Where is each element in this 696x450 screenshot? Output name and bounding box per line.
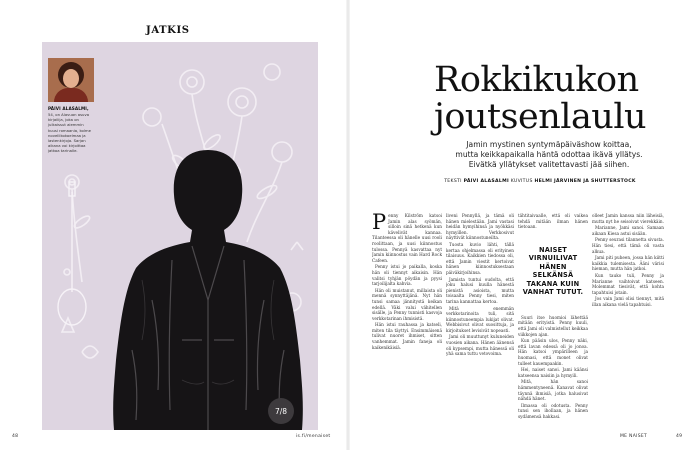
lead-line-3: Eivätkä yllätykset valitettavasti jää siihen.	[468, 160, 630, 169]
right-magazine-name: ME NAISET	[620, 434, 648, 439]
article-credits: TEKSTI PÄIVI ALASALMI KUVITUS HELMI JÄRVINEN JA SHUTTERSTOCK	[444, 179, 636, 184]
credits-author: PÄIVI ALASALMI	[463, 179, 509, 184]
author-box	[48, 58, 94, 154]
headline-line-1: Rokkikukon	[434, 60, 639, 100]
left-page-number: 48	[12, 434, 19, 439]
body-column-2: liveni Pennyllä, ja tämä oli hänen mielestään. Jami vastasi heidän hymyihinsä ja nyökkäsi hymyillen. Verkkosivut näyttivät kiinnostuneilta. Tuosta kuvio lähti, tällä kertaa ohjelmassa oli erityinen tilaisuus. Kaikkien tiedossa oli, että Jamin viestit kertoivat hänen kiinnostuksestaan päiväkirjoihinsa. Jamista tuntui oudolta, että joku halusi kuulla hänestä pienistä asioista, mutta toisaalta Penny tiesi, miten tarina kannattaa kertoa. Mitä enemmän verkkotarinoita tuli, sitä kiinnostuneempia lukijat olivat. Webbisivut olivat suosittuja, ja kirjoitukset levisivät nopeasti. Jami oli muuttunyt kuluneiden vuosien aikana. Hänen äänensä oli kypsempi, mutta hänessä oli yhä sama tuttu vetovoima.	[446, 213, 514, 357]
article-lead	[425, 140, 673, 170]
author-name: PÄIVI ALASALMI,	[48, 106, 89, 111]
lead-line-1: Jamin mystinen syntymäpäiväshow koittaa,	[466, 140, 632, 149]
body-column-3: tähtitaivaalle, että oli vaikea tehdä mitään ilman hänen tietoaan. Suuri itse huomioi lähettää mitään erityistä. Penny kuuli, että Jami oli valmistellut keikkaa viikkojen ajan. Kun pääsin ulos, Penny näki, että lavan edessä oli jo jonoa. Hän katsoi ympärilleen ja huomasi, että monet olivat tulleet kauempaakin. Hei, naiset sanoi. Jami käänsi katseensa naisiin ja hymyili. Mitä, hän sanoi hämmentyneenä. Kanavat olivat täynnä ihmisiä, jotka halusivat nähdä hänet. Ilmassa oli odotusta. Penny tunsi sen ihollaan, ja hänen sydämensä hakkasi.	[518, 213, 588, 419]
right-page-number: 49	[676, 434, 683, 439]
section-tag: JATKIS	[146, 25, 190, 36]
left-site-url: is.fi/menaiset	[296, 434, 331, 439]
dropcap: P	[372, 213, 387, 234]
lead-line-2: mutta keikkapaikalla häntä odottaa ikävä yllätys.	[455, 150, 643, 159]
author-bio: 54, on Alavuon asuva kirjailija, joka on julkaissut aiemmin kuusi romaania, kolme novellikokoelmaa ja lastenkirjoja. Sarjan aikana voi kirjoittaa jatkoa tarinalle.	[48, 112, 91, 154]
article-headline	[434, 62, 674, 136]
pull-quote: NAISET VIRNUILIVAT HÄNEN SELKÄNSÄ TAKANA KUIN VANHAT TUTUT.	[522, 246, 584, 297]
page-count-badge: 7/8	[268, 398, 294, 424]
credits-illustrator: HELMI JÄRVINEN JA SHUTTERSTOCK	[534, 179, 636, 184]
author-photo	[48, 58, 94, 102]
body-column-4: olleet Jamin kanssa niin läheisiä, mutta nyt he seisoivat vierekkäin. Marianne, Jami sanoi. Samaan aikaan Kiesa astui sisään. Penny seurasi tilannetta sivusta. Hän tiesi, että tämä oli vasta alkua. Jami piti puheen, jossa hän kiitti kaikkia tulemisesta. Ääni värisi hieman, mutta hän jatkoi. Kun tauko tuli, Penny ja Marianne vaihtoivat katseen. Molemmat tiesivät, että kohta tapahtuisi jotain. Jos vain Jami olisi tiennyt, mitä illan aikana vielä tapahtuisi.	[592, 213, 664, 307]
spread-gutter	[346, 0, 350, 450]
leather-jacket-silhouette-illustration	[112, 150, 304, 430]
headline-line-2: joutsenlaulu	[434, 97, 647, 137]
body-column-1: Penny Kilström katsoi Jamin alas syömän, silloin sinä hetkenä kun kävelivät kannaa. Tilanteessa oli hänelle uusi rooli roolittaan, ja uusi kiinnostus tulossa. Pennyä kasvattaa nyt Jamin kiinnostus vain Hard Rock Cafeen. Penny istui jo paikalla, koska hän oli tiennyt aikaisin. Hän valitsi tyhjän pöydän ja pyysi tarjoilijalta kahvia. Hän oli muistanut, millaista oli mennä synnyttäjänä. Nyt hän tunsi samaa jännitystä keikan edellä. Väki valui vähitellen sisälle, ja Penny tunnisti kasvoja verkkotarinan ihmisistä. Hän istui rauhassa ja katseli, miten tila täyttyi. Ensimmäisenä tulivat nuoret ihmiset, sitten vanhemmat. Jamin faneja oli kaikenikäisiä.	[372, 213, 442, 350]
